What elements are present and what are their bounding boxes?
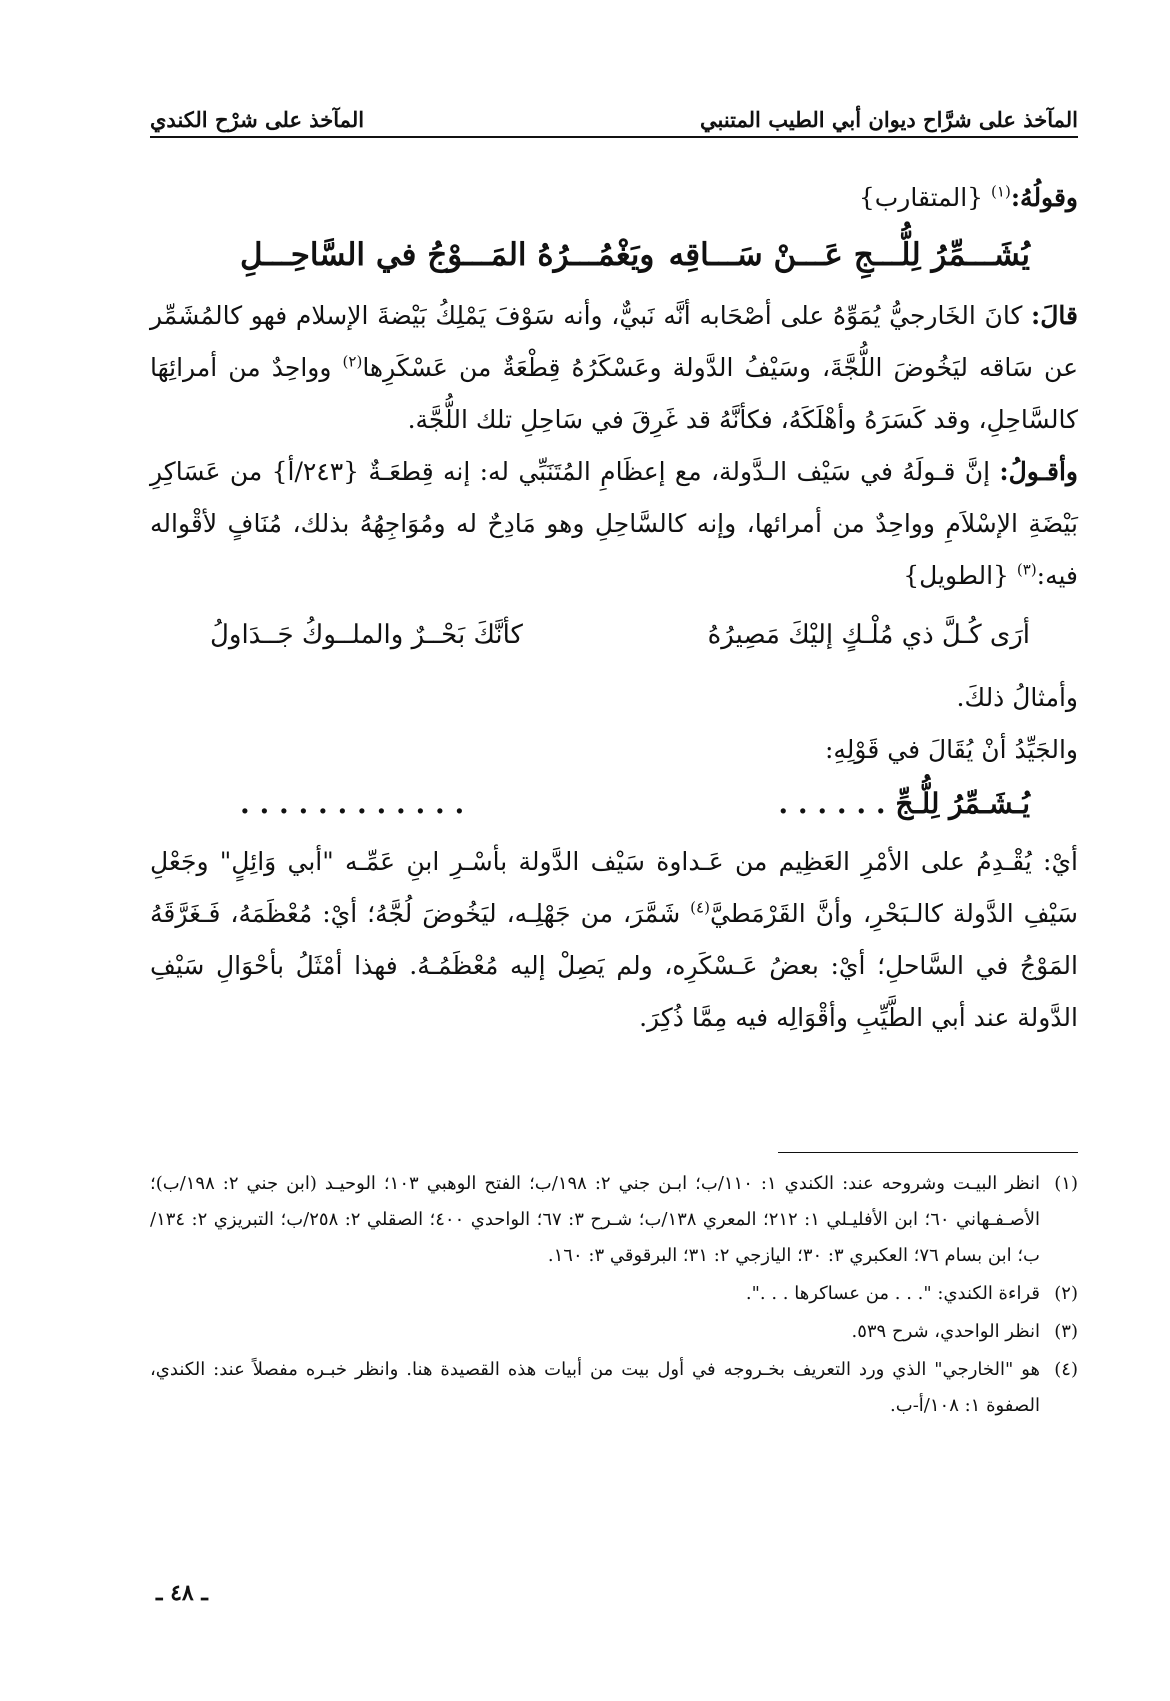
verse-intro	[150, 172, 1078, 224]
running-header	[150, 92, 1078, 132]
header-section-title: المآخذ على شرْح الكندي	[150, 107, 365, 132]
intro-lead: وقولُهُ:	[1010, 183, 1078, 212]
verse-2-first-hemistich: أرَى كُـلَّ ذي مُلْـكٍ إليْكَ مَصِيرُهُ	[707, 620, 1030, 650]
qala-text-2: وواحِدٌ من أمرائِهَا كالسَّاحِلِ، وقد كَسَرَهُ وأهْلَكَهُ، فكأنَّهُ قد غَرِقَ في سَاحِلِ تلك اللُّجَّة.	[150, 353, 1078, 434]
verse-line-3	[150, 778, 1078, 830]
verse-1-first-hemistich: يُشَـــمِّرُ لِلُّـــجِ عَـــنْ سَـــاقِه	[668, 237, 1030, 273]
footnote-number: (٣)	[1054, 1321, 1078, 1342]
footnote-item	[150, 1166, 1078, 1274]
footnote-item	[150, 1314, 1078, 1350]
aqulu-meter: {الطويل}	[903, 561, 1017, 590]
ay-text-2: شَمَّرَ، من جَهْلِـه، ليَخُوضَ لُجَّهُ؛ أيْ: مُعْظَمَهُ، فَـغَرَّقَهُ المَوْجُ في السَّاحلِ؛ أيْ: بعضُ عَـسْكَرِه، ولم يَصِلْ إليه مُعْظَمُـهُ. فهذا أمْثَلُ بأحْوَالِ سَيْفِ الدَّولة عند أبي الطَّيِّبِ وأقْوَالِه فيه مِمَّا ذُكِرَ.	[150, 899, 1078, 1032]
footnotes	[150, 1166, 1078, 1426]
verse-2-second-hemistich: كأنَّكَ بَحْــرٌ والملــوكُ جَــدَاولُ	[210, 620, 523, 650]
page-number: ـ ٤٨ ـ	[156, 1580, 208, 1606]
aqulu-label: وأقـولُ:	[999, 457, 1078, 486]
commentary-qala	[150, 290, 1078, 446]
meter-name: {المتقارب}	[858, 183, 992, 212]
footnote-ref-4[interactable]: (٤)	[690, 898, 710, 917]
verse-3-second-hemistich: . . . . . . . . . . . .	[240, 787, 465, 820]
footnote-number: (١)	[1054, 1173, 1078, 1194]
verse-line-1	[150, 226, 1078, 284]
verse-3-first-hemistich: يُـشَـمِّرُ لِلُّـجِّ . . . . . .	[778, 787, 1030, 820]
line-amthal: وأمثالُ ذلكَ.	[956, 683, 1078, 712]
footnote-number: (٤)	[1054, 1359, 1078, 1380]
footnote-ref-1[interactable]: (١)	[991, 182, 1011, 201]
footnote-ref-3[interactable]: (٣)	[1016, 560, 1037, 579]
aqulu-text-1: إنَّ قـولَهُ في سَيْف الـدَّولة، مع إعظَامِ المُتَنَبِّي له: إنه قِطعَـةٌ {٢٤٣/أ} من عَسَاكِرِ بَيْضَةِ الإسْلاَمِ وواحِدٌ من أمرائها، وإنه كالسَّاحِلِ وهو مَادِحٌ له ومُوَاجِهُهُ بذلك، مُنَافٍ لأقْواله فيه:	[150, 457, 1078, 590]
footnote-text: انظر الواحدي، شرح ٥٣٩.	[851, 1321, 1040, 1342]
footnote-text: قراءة الكندي: ". . . من عساكرها . . .".	[745, 1283, 1040, 1304]
header-book-title: المآخذ على شرَّاح ديوان أبي الطيب المتنبي	[700, 107, 1078, 132]
footnote-text: هو "الخارجي" الذي ورد التعريف بخـروجه في أول بيت من أبيات هذه القصيدة هنا. وانظر خبـره مفصلاً عند: الكندي، الصفوة ١: ١٠٨/أ-ب.	[150, 1359, 1040, 1416]
header-rule	[150, 136, 1078, 138]
main-text	[150, 172, 1078, 1044]
footnote-separator	[778, 1152, 1078, 1153]
qala-label: قالَ:	[1031, 301, 1078, 330]
footnote-number: (٢)	[1054, 1283, 1078, 1304]
commentary-ay	[150, 836, 1078, 1044]
qala-text-1: كانَ الخَارجيُّ يُمَوِّهُ على أصْحَابه أنَّه نَبيٌّ، وأنه سَوْفَ يَمْلِكُ بَيْضةَ الإسلام فهو كالمُشَمِّر عن سَاقه ليَخُوضَ اللُّجَّةَ، وسَيْفُ الدَّولة وعَسْكَرُهُ قِطْعَةٌ من عَسْكَرِها	[150, 301, 1079, 382]
footnote-text: انظر البيـت وشروحه عند: الكندي ١: ١١٠/ب؛ ابـن جني ٢: ١٩٨/ب؛ الفتح الوهبي ١٠٣؛ الوحيـد (ابن جني ٢: ١٩٨/ب)؛ الأصـفـهاني ٦٠؛ ابن الأفليـلي ١: ٢١٢؛ المعري ١٣٨/ب؛ شـرح ٣: ٦٧؛ الواحدي ٤٠٠؛ الصقلي ٢: ٢٥٨/ب؛ التبريزي ٢: ١٣٤/ب؛ ابن بسام ٧٦؛ العكبري ٣: ٣٠؛ اليازجي ٢: ٣١؛ البرقوقي ٣: ١٦٠.	[150, 1173, 1041, 1266]
ay-text-1: أيْ: يُقْـدِمُ على الأمْرِ العَظِيم من عَـداوة سَيْف الدَّولة بأسْـرِ ابنِ عَمِّـه "أبي وَائِلٍ" وجَعْلِ سَيْفِ الدَّولة كالـبَحْرِ، وأنَّ القَرْمَطيَّ	[150, 847, 1078, 928]
footnote-item	[150, 1352, 1078, 1424]
commentary-aqulu	[150, 446, 1078, 602]
footnote-ref-2[interactable]: (٢)	[342, 352, 363, 371]
footnote-item	[150, 1276, 1078, 1312]
line-jayyid: والجَيِّدُ أنْ يُقَالَ في قَوْلِهِ:	[824, 735, 1078, 764]
verse-line-2	[150, 604, 1078, 666]
verse-1-second-hemistich: ويَغْمُـــرُهُ المَـــوْجُ في السَّاحِـــلِ	[240, 237, 655, 273]
